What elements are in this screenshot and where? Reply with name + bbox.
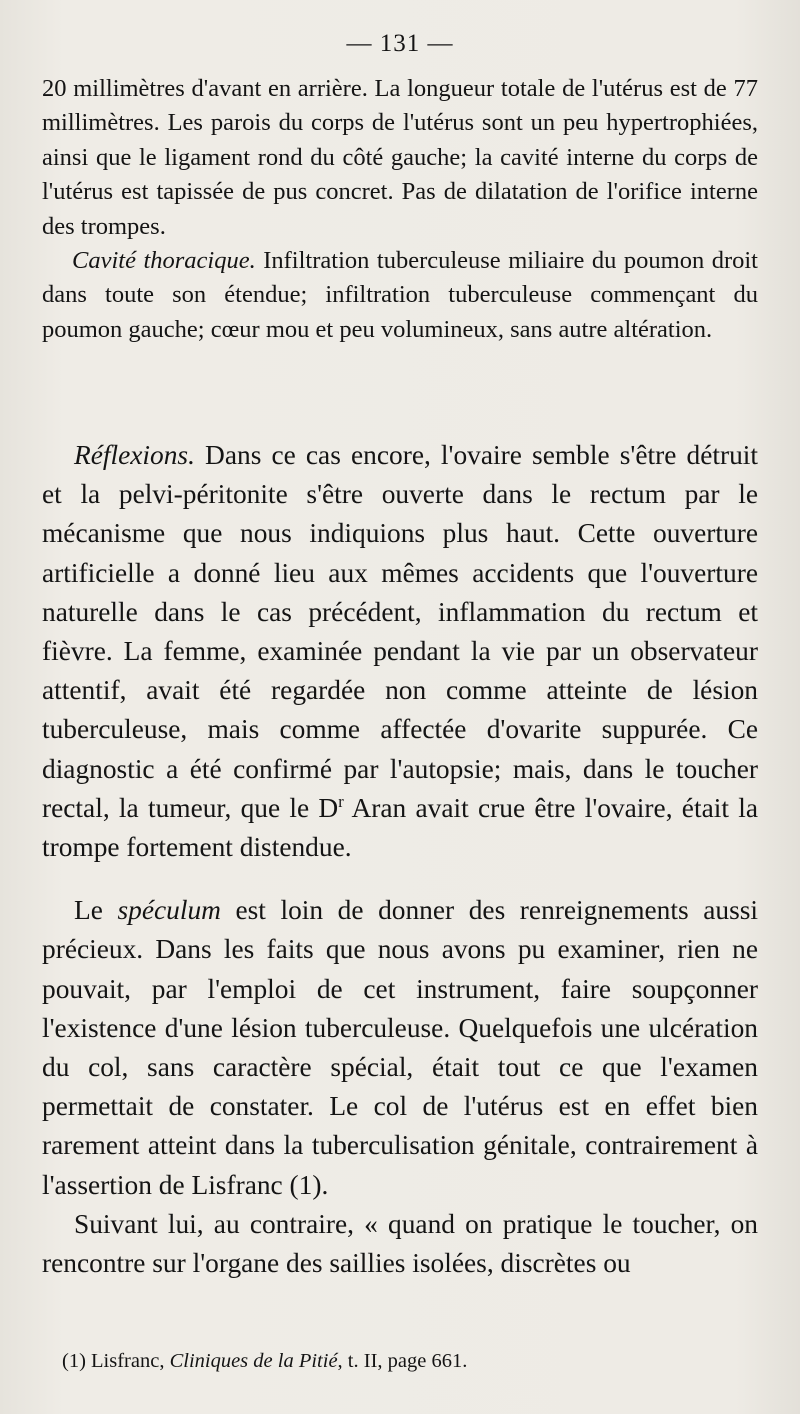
paragraph-cavite-thoracique [42,244,758,347]
paragraph-lead: Le [74,895,118,926]
section-label: Réflexions. [74,440,195,470]
paragraph-uterus [42,72,758,244]
paragraph-text: Dans ce cas encore, l'ovaire semble s'être détruit et la pelvi-péritonite s'être ouverte dans le rectum par le mécanisme que nous indiquions plus haut. Cette ouverture artificielle a donné lieu aux mêmes accidents que l'ouverture naturelle dans le cas précédent, inflammation du rectum et fièvre. La femme, examinée pendant la vie par un observateur attentif, avait été regardée non comme atteinte de lésion tuberculeuse, mais comme affectée d'ovarite suppurée. Ce diagnostic a été confirmé par l'autopsie; mais, dans le toucher rectal, la tumeur, que le D [42,440,758,823]
paragraph-text: Suivant lui, au contraire, « quand on pratique le toucher, on rencontre sur l'organe des saillies isolées, discrètes ou [42,1208,758,1279]
paragraph-text: 20 millimètres d'avant en arrière. La longueur totale de l'utérus est de 77 millimètres. Les parois du corps de l'utérus sont un peu hypertrophiées, ainsi que le ligament rond du côté gauche; la cavité interne du corps de l'utérus est tapissée de pus concret. Pas de dilatation de l'orifice interne des trompes. [42,75,758,240]
paragraph-text: Infiltration tuberculeuse miliaire du poumon droit dans toute son étendue; infiltration tuberculeuse commençant du poumon gauche; cœur mou et peu volumineux, sans autre altération. [42,247,758,343]
italic-term: spéculum [117,895,221,926]
paragraph-speculum [42,891,758,1205]
paragraph-text-continued: Aran avait crue être l'ovaire, était la trompe fortement distendue. [42,792,758,863]
page-number: — 131 — [346,30,454,57]
section-label: Cavité thoracique. [72,247,256,275]
paragraph-text: est loin de donner des renreignements aussi précieux. Dans les faits que nous avons pu examiner, rien ne pouvait, par l'emploi de cet instrument, faire soupçonner l'existence d'une lésion tuberculeuse. Quelquefois une ulcération du col, sans caractère spécial, était tout ce que l'examen permettait de constater. Le col de l'utérus est en effet bien rarement atteint dans la tuberculisation génitale, contrairement à l'assertion de Lisfranc (1). [42,895,758,1200]
superscript: r [338,791,344,811]
paragraph-reflexions [42,436,758,867]
main-text-block [42,436,758,1283]
footnote-lead: (1) Lisfranc, [62,1350,170,1372]
observation-text-block [42,72,758,347]
footnote-text: , t. II, page 661. [337,1350,468,1372]
paragraph-suivant [42,1205,758,1283]
footnote [62,1347,467,1375]
footnote-title: Cliniques de la Pitié [169,1350,338,1372]
